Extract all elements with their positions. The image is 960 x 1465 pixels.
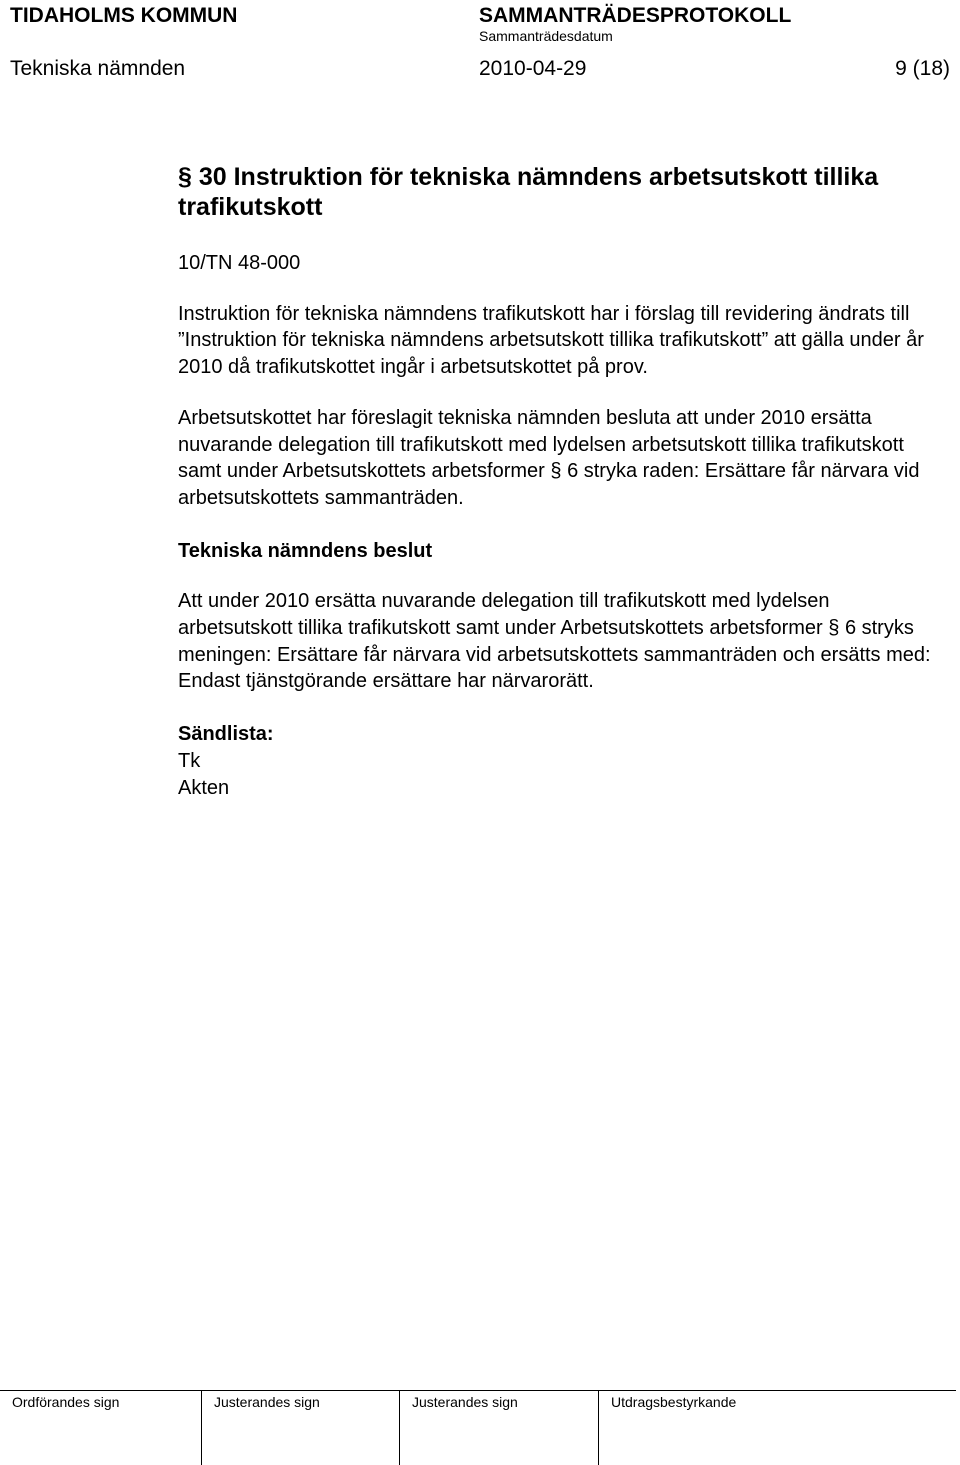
distribution-heading: Sändlista: [178,723,274,746]
protocol-section [178,162,938,801]
adjuster-signature-label: Justerandes sign [214,1394,320,1410]
decision-heading: Tekniska nämndens beslut [178,539,433,562]
case-number: 10/TN 48-000 [178,252,301,274]
extract-certification-label: Utdragsbestyrkande [611,1394,737,1410]
date-label: Sammanträdesdatum [479,28,613,44]
adjuster-signature-box [201,1391,399,1465]
proposal-paragraph: Arbetsutskottet har föreslagit tekniska nämnden besluta att under 2010 ersätta nuvarande delegation till trafikutskott med lydelsen arbetsutskott tillika trafikutskott samt under Arbetsutskottets arbetsformer § 6 stryka raden: Ersättare får närvara vid arbetsutskottets sammanträden. [178,406,920,509]
decision-text: Att under 2010 ersätta nuvarande delegation till trafikutskott med lydelsen arbetsutskott tillika trafikutskott samt under Arbetsutskottets arbetsformer § 6 stryks meningen: Ersättare får närvara vid arbetsutskottets sammanträden och ersätts med: Endast tjänstgörande ersättare har närvarorätt. [178,590,931,693]
board-name: Tekniska nämnden [10,57,186,80]
organization-name: TIDAHOLMS KOMMUN [10,4,238,27]
extract-certification-box [598,1391,956,1465]
distribution-item: Tk [178,749,201,772]
page-number: 9 (18) [895,57,950,80]
meeting-date: 2010-04-29 [479,57,587,80]
chair-signature-box [0,1391,201,1465]
background-paragraph: Instruktion för tekniska nämndens trafikutskott har i förslag till revidering ändrats till ”Instruktion för tekniska nämndens arbetsutskott tillika trafikutskott” att gälla under år 2010 då trafikutskottet ingår i arbetsutskottet på prov. [178,302,924,379]
signature-row [0,1390,956,1465]
distribution-item: Akten [178,776,230,799]
document-type: SAMMANTRÄDESPROTOKOLL [479,4,792,27]
adjuster-signature-label: Justerandes sign [412,1394,518,1410]
section-title: § 30 Instruktion för tekniska nämndens arbetsutskott tillika trafikutskott [178,163,879,221]
adjuster-signature-box [399,1391,598,1465]
chair-signature-label: Ordförandes sign [12,1394,120,1410]
